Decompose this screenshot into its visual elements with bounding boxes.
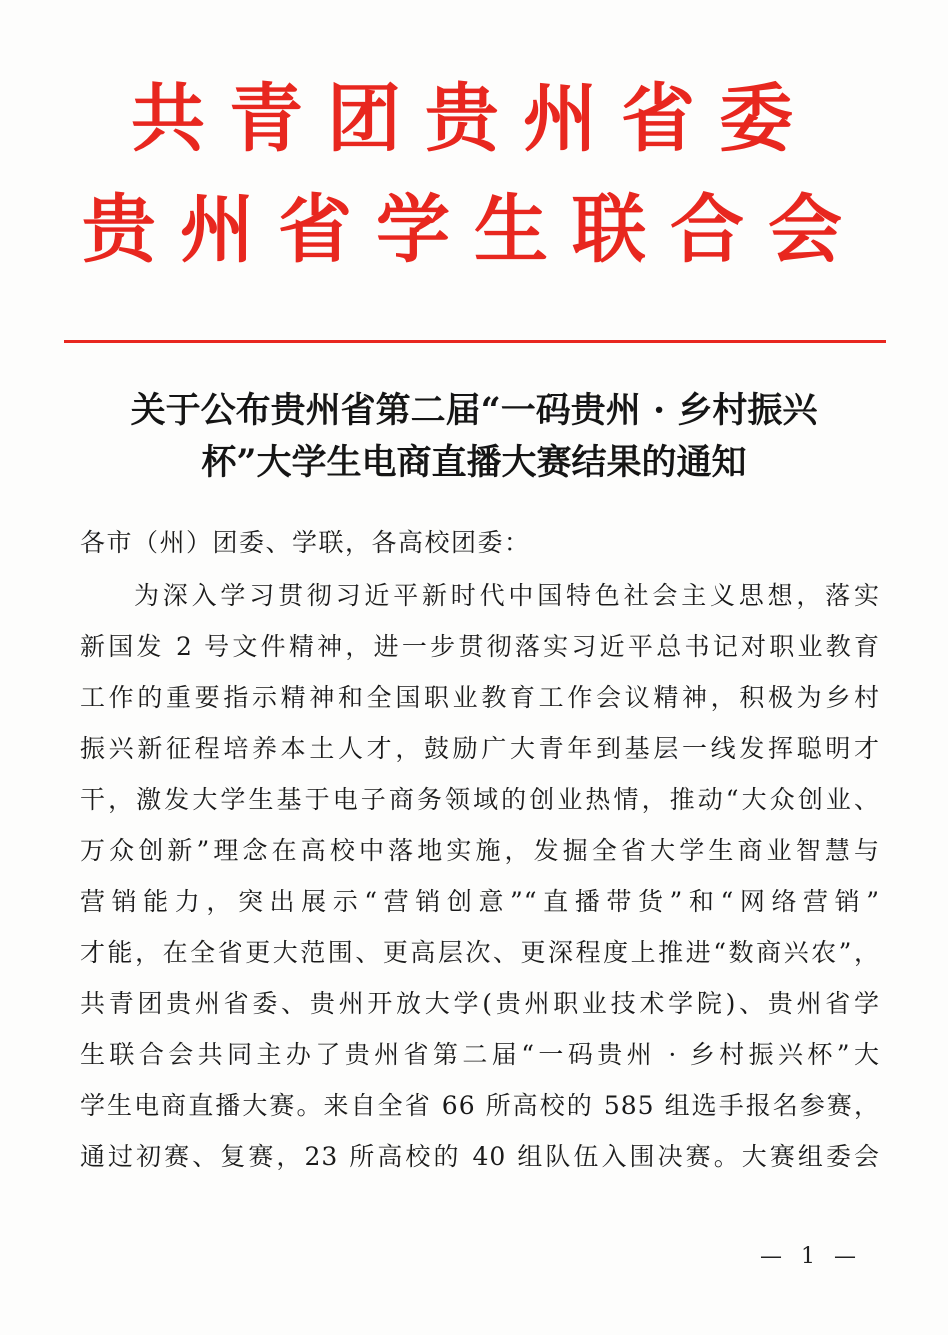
body-line-9: 共青团贵州省委、贵州开放大学(贵州职业技术学院)、贵州省学 [80, 989, 880, 1018]
body-line-12: 通过初赛、复赛，23 所高校的 40 组队伍入围决赛。大赛组委会 [80, 1142, 880, 1171]
body-line-7: 营销能力，突出展示“营销创意”“直播带货”和“网络营销” [80, 887, 880, 916]
issuer-header-line-2: 贵州省学生联合会 [82, 187, 866, 273]
body-paragraph [80, 578, 880, 1190]
body-line-11: 学生电商直播大赛。来自全省 66 所高校的 585 组选手报名参赛， [80, 1091, 880, 1120]
body-line-1: 为深入学习贯彻习近平新时代中国特色社会主义思想，落实 [134, 581, 880, 610]
red-divider-rule [64, 340, 886, 343]
body-line-3: 工作的重要指示精神和全国职业教育工作会议精神，积极为乡村 [80, 683, 880, 712]
page-number: — 1 — [760, 1244, 862, 1269]
body-line-6: 万众创新”理念在高校中落地实施，发掘全省大学生商业智慧与 [80, 836, 880, 865]
body-line-4: 振兴新征程培养本土人才，鼓励广大青年到基层一线发挥聪明才 [80, 734, 880, 763]
body-line-8: 才能，在全省更大范围、更高层次、更深程度上推进“数商兴农”， [80, 938, 880, 967]
document-title-line-2: 杯”大学生电商直播大赛结果的通知 [201, 442, 747, 483]
body-line-2: 新国发 2 号文件精神，进一步贯彻落实习近平总书记对职业教育 [80, 632, 880, 661]
document-title-line-1: 关于公布贵州省第二届“一码贵州 · 乡村振兴 [130, 390, 818, 431]
body-line-10: 生联合会共同主办了贵州省第二届“一码贵州 · 乡村振兴杯”大 [80, 1040, 880, 1069]
issuer-header-line-1: 共青团贵州省委 [131, 76, 817, 162]
body-line-5: 干，激发大学生基于电子商务领域的创业热情，推动“大众创业、 [80, 785, 880, 814]
salutation: 各市（州）团委、学联，各高校团委： [80, 528, 531, 557]
